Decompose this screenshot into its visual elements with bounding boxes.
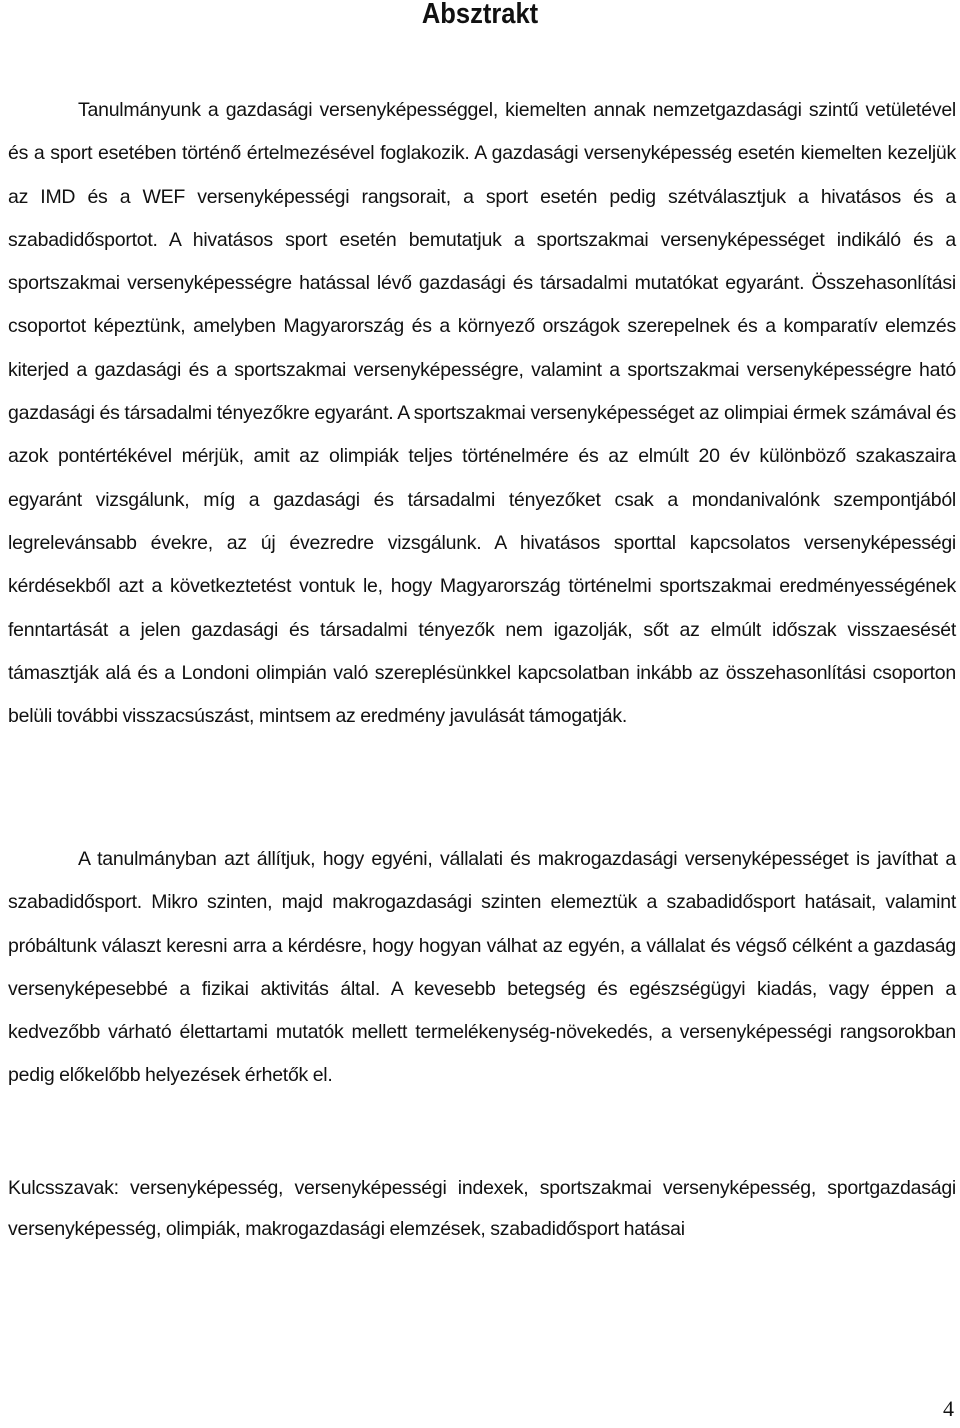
page-title: Absztrakt	[421, 0, 539, 30]
page-number: 4	[943, 1396, 954, 1421]
abstract-paragraph-2: A tanulmányban azt állítjuk, hogy egyéni, vállalati és makrogazdasági versenyképességet is javíthat a szabadidősport. Mikro szinten, majd makrogazdasági szinten elemeztük a szabadidősport hatásait, valamint próbáltunk választ keresni arra a kérdésre, hogy hogyan válhat az egyén, a vállalat és végső célként a gazdaság versenyképesebbé a fizikai aktivitás által. A kevesebb betegség és egészségügyi kiadás, vagy éppen a kedvezőbb várható élettartami mutatók mellett termelékenység-növekedés, a versenyképességi rangsorokban pedig előkelőbb helyezések érhetők el.	[8, 848, 956, 1087]
keywords: Kulcsszavak: versenyképesség, versenyképességi indexek, sportszakmai versenyképesség, sportgazdasági versenyképesség, olimpiák, makrogazdasági elemzések, szabadidősport hatásai	[8, 1177, 956, 1240]
abstract-paragraph-1: Tanulmányunk a gazdasági versenyképességgel, kiemelten annak nemzetgazdasági szintű vetületével és a sport esetében történő értelmezésével foglakozik. A gazdasági versenyképesség esetén kiemelten kezeljük az IMD és a WEF versenyképességi rangsorait, a sport esetén pedig szétválasztjuk a hivatásos és a szabadidősportot. A hivatásos sport esetén bemutatjuk a sportszakmai versenyképességet indikáló és a sportszakmai versenyképességre hatással lévő gazdasági és társadalmi mutatókat egyaránt. Összehasonlítási csoportot képeztünk, amelyben Magyarország és a környező országok szerepelnek és a komparatív elemzés kiterjed a gazdasági és a sportszakmai versenyképességre, valamint a sportszakmai versenyképességre ható gazdasági és társadalmi tényezőkre egyaránt. A sportszakmai versenyképességet az olimpiai érmek számával és azok pontértékével mérjük, amit az olimpiák teljes történelmére és az elmúlt 20 év különböző szakaszaira egyaránt vizsgálunk, míg a gazdasági és társadalmi tényezőket csak a mondanivalónk szempontjából legrelevánsabb évekre, az új évezredre vizsgálunk. A hivatásos sporttal kapcsolatos versenyképességi kérdésekből azt a következtetést vontuk le, hogy Magyarország történelmi sportszakmai eredményességének fenntartását a jelen gazdasági és társadalmi tényezők nem igazolják, sőt az elmúlt időszak visszaesését támasztják alá és a Londoni olimpián való szereplésünkkel kapcsolatban inkább az összehasonlítási csoporton belüli további visszacsúszást, mintsem az eredmény javulását támogatják.	[8, 99, 956, 728]
